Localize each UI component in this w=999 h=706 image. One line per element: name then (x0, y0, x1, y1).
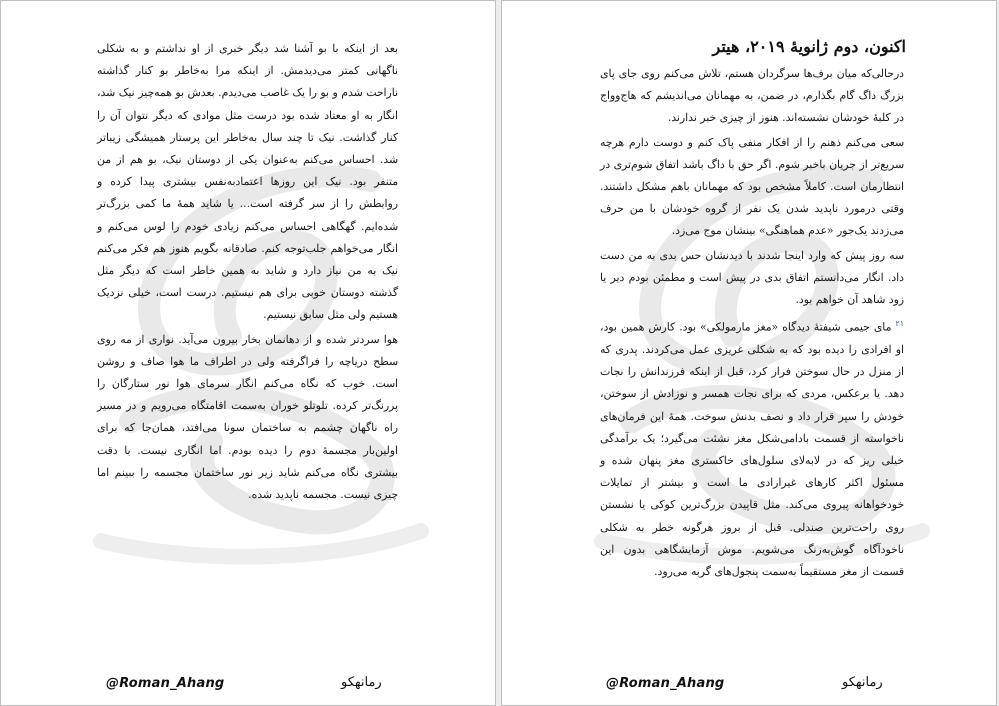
footer-brand: رمانهکو (341, 675, 382, 690)
footer-handle: @Roman_Ahang (106, 676, 225, 691)
chapter-title: اکنون، دوم ژانویهٔ ۲۰۱۹، هیتر (712, 37, 906, 56)
paragraph: درحالی‌که میان برف‌ها سرگردان هستم، تلاش می‌کنم روی جای پای بزرگ داگ گام بگذارم، در ضمن، به مهمانان می‌اندیشم که هاج‌وواج در کلبهٔ خودشان نشسته‌اند. هنوز از چیزی خبر ندارند. (600, 67, 904, 125)
right-page (501, 0, 997, 706)
left-page (0, 0, 496, 706)
page-text (600, 63, 904, 585)
paragraph: هوا سردتر شده و از دهانمان بخار بیرون می‌آید. نواری از مه روی سطح دریاچه را فراگرفته ولی در اطراف ما هوا صاف و روشن است. خوب که نگاه می‌کنم انگار سرمای هوا نور ستارگان را پررنگ‌تر کرده. تلوتلو خوران به‌سمت اقامتگاه می‌رویم و در مسیر راه ناگهان چشمم به ساختمان سونا می‌افتد، همان‌جا که برای اولین‌بار مجسمهٔ دوم را دیده بودم. اما انگاری نیست. با دقت بیشتری نگاه می‌کنم شاید زیر نور ساختمان مجسمه را ببینم اما چیزی نیست. مجسمه ناپدید شده. (97, 332, 398, 502)
footer-handle: @Roman_Ahang (606, 676, 725, 691)
footer-brand: رمانهکو (842, 675, 883, 690)
paragraph: سعی می‌کنم ذهنم را از افکار منفی پاک کنم و دوست دارم هرچه سریع‌تر از جریان باخبر شوم. اگر حق با داگ باشد اتفاق شوم‌تری در انتظارمان است. کاملاً مشخص بود که مهمانان باهم مشکل داشتند. وقتی درمورد ناپدید شدن یک نفر از گروه خودشان با من حرف می‌زدند یک‌جور «عدم هماهنگی» بینشان موج می‌زد. (600, 135, 904, 238)
paragraph-with-footnote (600, 313, 904, 583)
footnote-ref-link[interactable]: ۲۱ (895, 319, 904, 329)
paragraph-text: مای جیمی شیفتهٔ دیدگاه «مغز مارمولکی» بود. کارش همین بود، او افرادی را دیده بود که به شکلی غریزی عمل می‌کردند. پدری که از منزل در حال سوختن فرار کرد، قبل از اینکه فرزندانش را نجات دهد. یا برعکس، مردی که برای نجات همسر و نوزادش از سوختن، خودش را سپر قرار داد و نصف بدنش سوخت. همهٔ این فرمان‌های ناخواسته از قسمت بادامی‌شکل مغز نشئت می‌گیرد؛ یک برآمدگی خیلی ریز که در لابه‌لای سلول‌های خاکستری مغز پنهان شده و مسئول اکثر کارهای غیرارادی ما است و بیشتر از تمایلات خودخواهانه پیروی می‌کند. مثل قاپیدن بزرگ‌ترین کوکی یا نشستن روی راحت‌ترین صندلی. قبل از بروز هرگونه خطر به شکلی ناخودآگاه گوش‌به‌زنگ می‌شویم. موش آزمایشگاهی بدون این قسمت از مغز مستقیماً به‌سمت پنجول‌های گربه می‌رود. (600, 320, 904, 579)
paragraph: بعد از اینکه با بو آشنا شد دیگر خبری از او نداشتم و به شکلی ناگهانی کمتر می‌دیدمش. از اینکه مرا به‌خاطر بو کنار گذاشته ناراحت شدم و بو را یک غاصب می‌دیدم. بعدش بو همه‌چیز نیک شد، انگار به او معتاد شده بود درست مثل موادی که دیگر نتوان آن را کنار گذاشت. نیک تا چند سال به‌خاطر این پرستار همیشگی زیباتر شد. احساس می‌کنم به‌عنوان یکی از دوستان نیک، بو هم از من متنفر بود. نیک این روزها اعتمادبه‌نفس بیشتری پیدا کرده و روابطش را از سر گرفته است... یا شاید همهٔ ما کمی بزرگ‌تر شده‌ایم. گهگاهی احساس می‌کنم زیادی خودم را لوس می‌کنم و انگار می‌خواهم جلب‌توجه کنم. صادقانه بگویم هنوز هم فکر می‌کنم نیک به من نیاز دارد و شاید به همین خاطر است که دیگر مثل گذشته دوستان خوبی برای هم نیستیم. درست است، خیلی نزدیک هستیم ولی مثل سابق نیستیم. (97, 42, 398, 322)
page-text (97, 38, 398, 508)
paragraph: سه روز پیش که وارد اینجا شدند با دیدنشان حس بدی به من دست داد. انگار می‌دانستم اتفاق بدی در پیش است و مطمئن بودم دیر یا زود شاهد آن خواهم بود. (600, 248, 904, 307)
